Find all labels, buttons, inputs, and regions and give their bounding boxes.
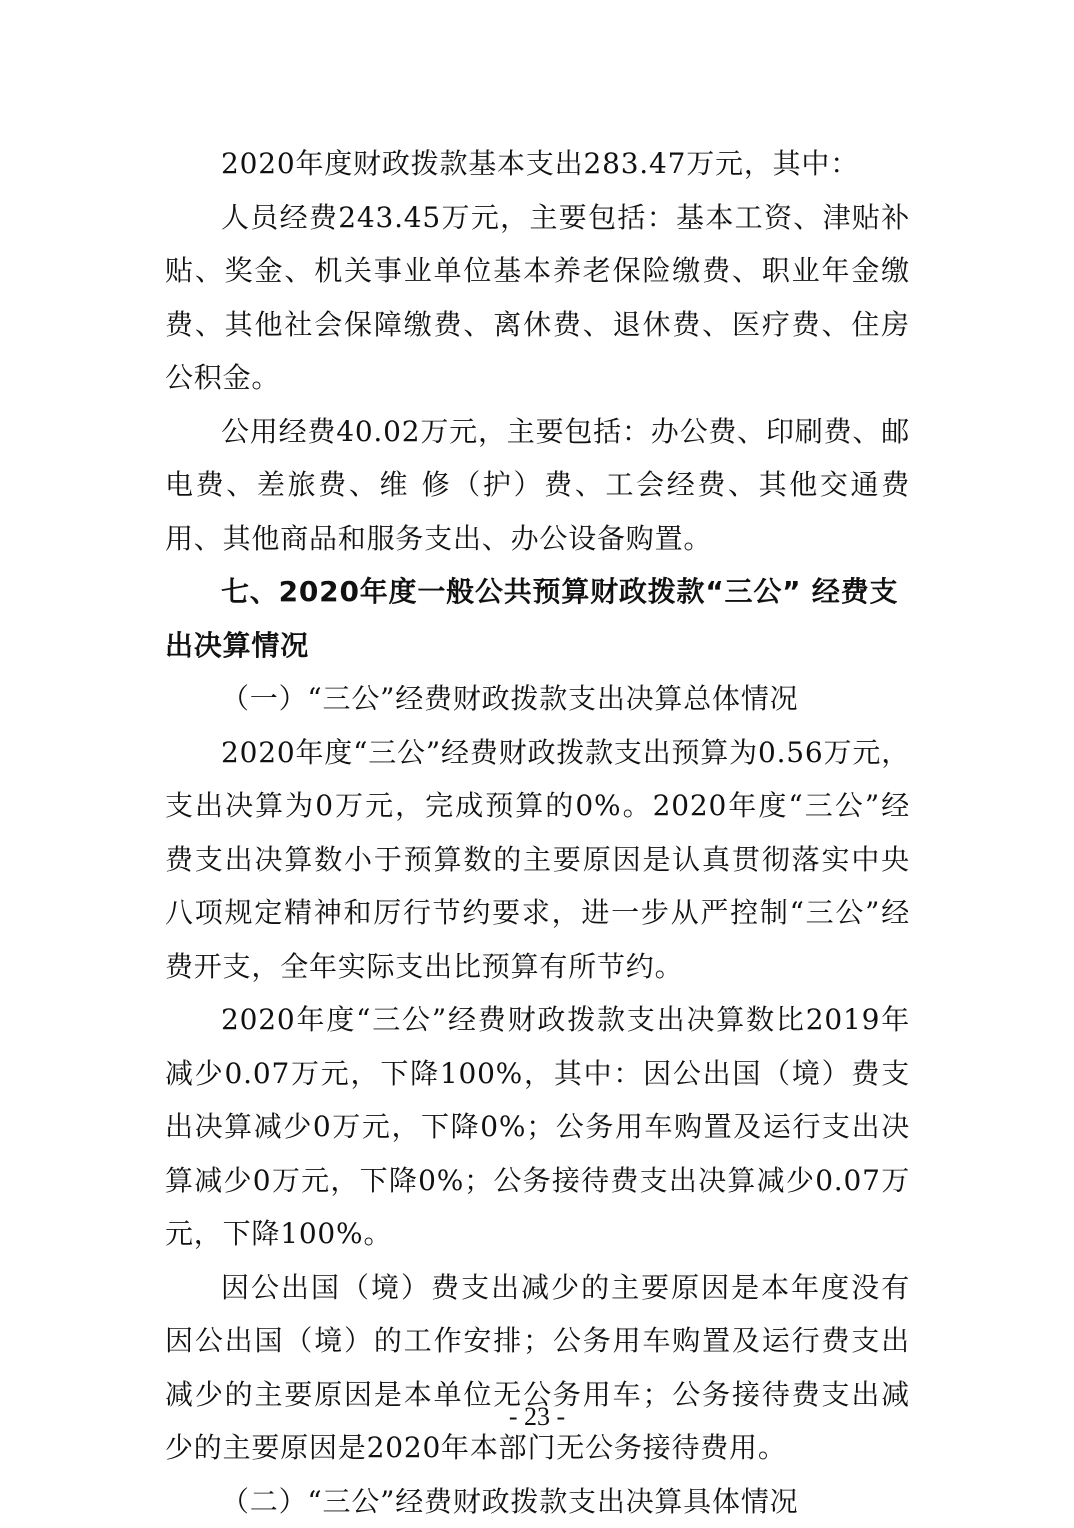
paragraph-year-comparison: 2020年度“三公”经费财政拨款支出决算数比2019年减少0.07万元，下降100%，其中：因公出国（境）费支出决算减少0万元，下降0%；公务用车购置及运行支出决算减少0万元，下降0%；公务接待费支出决算减少0.07万元，下降100%。 xyxy=(165,993,910,1261)
document-body xyxy=(165,137,910,1528)
subheading-overall: （一）“三公”经费财政拨款支出决算总体情况 xyxy=(165,672,910,726)
paragraph-public-expenses: 公用经费40.02万元，主要包括：办公费、印刷费、邮电费、差旅费、维 修（护）费、工会经费、其他交通费用、其他商品和服务支出、办公设备购置。 xyxy=(165,405,910,566)
subheading-specific: （二）“三公”经费财政拨款支出决算具体情况 xyxy=(165,1475,910,1528)
paragraph-budget-overview: 2020年度“三公”经费财政拨款支出预算为0.56万元，支出决算为0万元，完成预算的0%。2020年度“三公”经费支出决算数小于预算数的主要原因是认真贯彻落实中央八项规定精神和厉行节约要求，进一步从严控制“三公”经费开支，全年实际支出比预算有所节约。 xyxy=(165,726,910,994)
paragraph-personnel-expenses: 人员经费243.45万元，主要包括：基本工资、津贴补贴、奖金、机关事业单位基本养老保险缴费、职业年金缴费、其他社会保障缴费、离休费、退休费、医疗费、住房公积金。 xyxy=(165,191,910,405)
paragraph-basic-expenditure: 2020年度财政拨款基本支出283.47万元，其中： xyxy=(165,137,910,191)
paragraph-reduction-reasons: 因公出国（境）费支出减少的主要原因是本年度没有因公出国（境）的工作安排；公务用车购置及运行费支出减少的主要原因是本单位无公务用车；公务接待费支出减少的主要原因是2020年本部门无公务接待费用。 xyxy=(165,1261,910,1475)
section-heading-seven: 七、2020年度一般公共预算财政拨款“三公” 经费支出决算情况 xyxy=(165,565,910,672)
page-number: - 23 - xyxy=(0,1400,1074,1434)
